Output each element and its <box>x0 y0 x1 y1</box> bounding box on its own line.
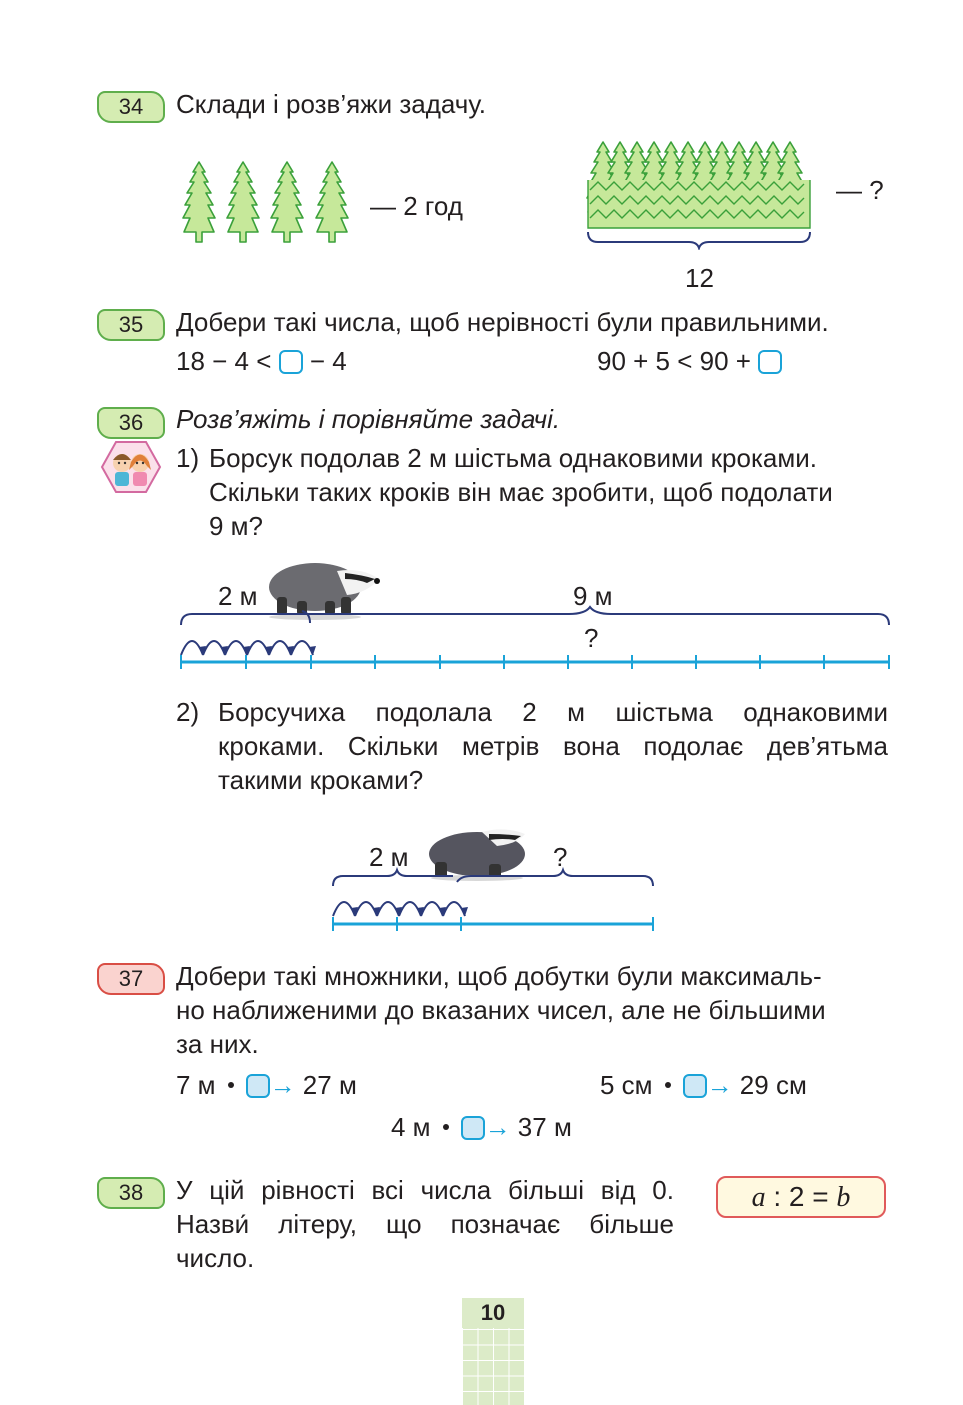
children-pair-icon <box>100 440 162 494</box>
task-38-line2: Назви́ літеру, що позначає більше <box>176 1209 674 1239</box>
answer-box[interactable] <box>246 1074 270 1098</box>
task-37-badge: 37 <box>97 963 165 995</box>
task-34-trees-small <box>178 160 358 246</box>
fig1-question: ? <box>584 623 599 653</box>
fir-tree-icon <box>316 162 348 242</box>
e2-right: 29 см <box>739 1070 807 1100</box>
task-36-part1-num: 1) <box>176 443 200 473</box>
answer-box[interactable] <box>683 1074 707 1098</box>
e1-right: 27 м <box>302 1070 357 1100</box>
task-38-formula <box>716 1176 886 1218</box>
fir-tree-icon <box>227 162 259 242</box>
multiply-dot <box>228 1082 234 1088</box>
task-36-part1-line2: Скільки таких кроків він має зробити, щоб подолати <box>209 477 833 507</box>
task-37-expression-1 <box>176 1068 357 1102</box>
page-number-block <box>462 1298 524 1405</box>
task-36-part2-line3: такими кроками? <box>218 765 424 795</box>
task-34-badge: 34 <box>97 91 165 123</box>
task-34-left-label: — 2 год <box>370 191 463 221</box>
formula-b: b <box>836 1182 851 1213</box>
arrow-right-icon: → <box>484 1112 511 1142</box>
task-36-part2-line1: Борсучиха подолала 2 м шістьма однаковими <box>218 697 888 727</box>
multiply-dot <box>443 1124 449 1130</box>
task-36-part2-num: 2) <box>176 697 200 727</box>
fir-tree-icon <box>271 162 303 242</box>
task-37-line1: Добери такі множники, щоб добутки були максималь- <box>176 961 822 991</box>
arrow-right-icon: → <box>706 1070 733 1100</box>
e3-left: 4 м <box>391 1112 431 1142</box>
task-38-badge: 38 <box>97 1177 165 1209</box>
formula-mid: : 2 = <box>765 1181 837 1212</box>
arrow-right-icon: → <box>269 1070 296 1100</box>
task-35-right-expression <box>597 344 782 378</box>
task-36-text: Розв’яжіть і порівняйте задачі. <box>176 404 561 434</box>
task-36-part2-line2: кроками. Скільки метрів вона подолає дев’ятьма <box>218 731 888 761</box>
task-35-left-expression <box>176 344 347 378</box>
badger-illustration <box>429 829 525 881</box>
task-36-figure-1 <box>170 555 900 675</box>
fir-tree-icon <box>183 162 215 242</box>
task-36-badge: 36 <box>97 407 165 439</box>
e2-left: 5 см <box>600 1070 653 1100</box>
task-34-forest <box>584 140 816 250</box>
fig2-small-label: 2 м <box>369 842 409 872</box>
answer-box[interactable] <box>461 1116 485 1140</box>
task-37-expression-2 <box>600 1068 807 1102</box>
task-37-line3: за них. <box>176 1029 259 1059</box>
fig1-small-label: 2 м <box>218 581 258 611</box>
formula-a: a <box>751 1182 766 1213</box>
left-expr-b: − 4 <box>309 346 347 376</box>
answer-box[interactable] <box>279 350 303 374</box>
task-37-expression-3 <box>391 1110 572 1144</box>
task-38-line3: число. <box>176 1243 255 1273</box>
right-expr: 90 + 5 < 90 + <box>597 346 751 376</box>
task-36-part1-line1: Борсук подолав 2 м шістьма однаковими кроками. <box>209 443 817 473</box>
task-35-badge: 35 <box>97 309 165 341</box>
answer-box[interactable] <box>758 350 782 374</box>
task-34-brace-label: 12 <box>685 263 714 293</box>
multiply-dot <box>665 1082 671 1088</box>
task-38-line1: У цій рівності всі числа більші від 0. <box>176 1175 674 1205</box>
fig2-question: ? <box>553 842 568 872</box>
task-36-part1-line3: 9 м? <box>209 511 264 541</box>
task-34-text: Склади і розв’яжи задачу. <box>176 89 486 119</box>
e1-left: 7 м <box>176 1070 216 1100</box>
left-expr-a: 18 − 4 < <box>176 346 272 376</box>
task-37-line2: но наближеними до вказаних чисел, але не більшими <box>176 995 826 1025</box>
e3-right: 37 м <box>517 1112 572 1142</box>
task-35-text: Добери такі числа, щоб нерівності були правильними. <box>176 307 829 337</box>
fig1-big-label: 9 м <box>573 581 613 611</box>
task-34-right-label: — ? <box>836 175 884 205</box>
badger-illustration <box>269 563 380 620</box>
task-36-figure-2 <box>325 820 665 940</box>
page-number: 10 <box>462 1298 524 1328</box>
